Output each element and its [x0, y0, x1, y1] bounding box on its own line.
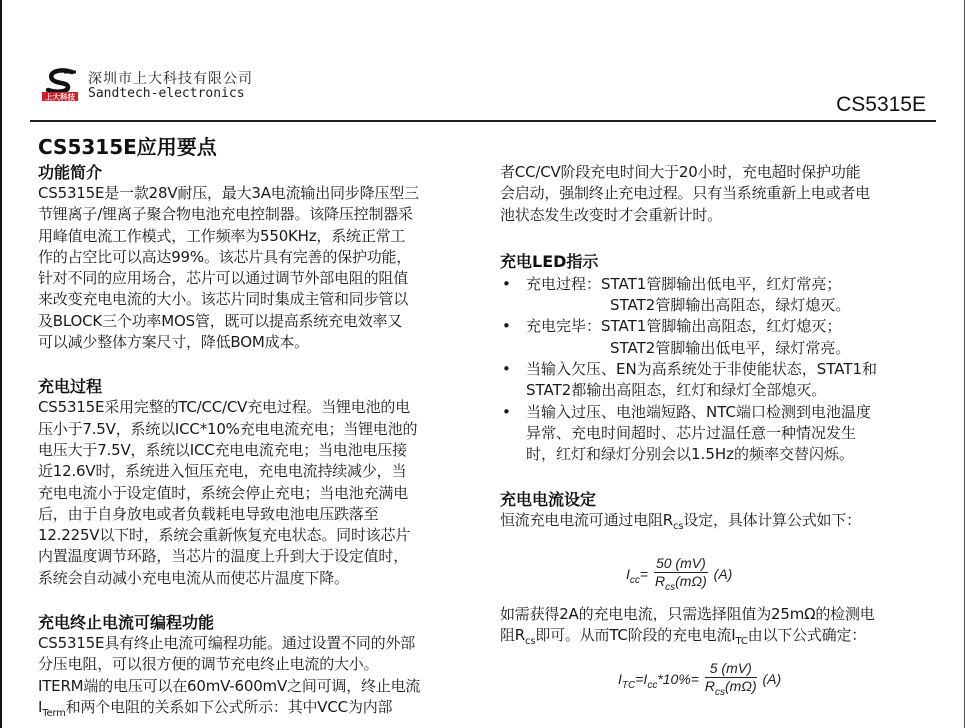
formula1-unit: (A) [713, 566, 733, 583]
intro-line: 及BLOCK三个功率MOS管，既可以提高系统充电效率又 [38, 311, 403, 330]
current-line-a: 恒流充电电流可通过电阻R [500, 510, 674, 529]
led-list-item [500, 274, 930, 317]
intro-line: CS5315E是一款28V耐压，最大3A电流输出同步降压型三 [38, 184, 419, 202]
termination-line: CS5315E具有终止电流可编程功能。通过设置不同的外部 [38, 634, 416, 653]
formula-itc [618, 660, 781, 701]
page-right-border [964, 0, 965, 728]
right-column [500, 162, 930, 537]
example-line-1: 如需获得2A的充电电流，只需选择阻值为25mΩ的检测电 [500, 605, 875, 623]
bullet-icon: • [502, 317, 511, 336]
formula2-fraction [705, 660, 757, 701]
logo-text: 上大科技 [45, 92, 75, 102]
formula2-eq: = [635, 671, 644, 688]
formula1-denominator [654, 573, 708, 596]
charge-line: 充电电流小于设定值时，系统会停止充电；当电池充满电 [38, 483, 409, 502]
continued-line: 会启动，强制终止充电过程。只有当系统重新上电或者电 [500, 184, 871, 203]
termination-paragraph [38, 633, 478, 724]
formula2-mid-sub: cc [647, 679, 658, 691]
bullet-icon: • [502, 360, 511, 379]
intro-paragraph [38, 183, 478, 353]
termination-line [38, 697, 478, 724]
left-column [38, 162, 478, 724]
formula1-lhs-sub: cc [629, 574, 640, 586]
iterm-symbol: I [38, 697, 43, 716]
formula2-denominator [705, 678, 757, 701]
charge-line: 压小于7.5V，系统以ICC*10%充电电流充电；当锂电池的 [38, 419, 418, 438]
continued-line: 池状态发生改变时才会重新计时。 [500, 205, 723, 224]
intro-line: 作的占空比可以高达99%。该芯片具有完善的保护功能， [38, 247, 412, 266]
formula2-lhs-sub: TC [621, 679, 636, 691]
charge-line: CS5315E采用完整的TC/CC/CV充电过程。当锂电池的电 [38, 398, 410, 417]
current-setting-line [500, 510, 930, 537]
formula2-lhs: I [618, 671, 622, 688]
led-list-item [500, 402, 930, 466]
section-heading-termination: 充电终止电流可编程功能 [38, 613, 215, 633]
charge-line: 系统会自动减小充电电流从而使芯片温度下降。 [38, 568, 349, 587]
led-status-list [500, 274, 930, 466]
formula1-lhs: I [626, 566, 630, 583]
example-line2-sub2: TC [735, 636, 748, 648]
example-line2-a: 阻R [500, 626, 526, 645]
intro-line: 节锂离子/锂离子聚合物电池充电控制器。该降压控制器采 [38, 205, 413, 224]
led-item-line: 当输入过压、电池端短路、NTC端口检测到电池温度 [526, 402, 871, 421]
led-item-line: 异常、充电时间超时、芯片过温任意一种情况发生 [526, 423, 857, 442]
section-heading-charge: 充电过程 [38, 377, 103, 397]
formula2-den-tail: (mΩ) [724, 678, 757, 694]
charge-line: 12.225V以下时，系统会重新恢复充电状态。同时该芯片 [38, 526, 411, 545]
formula2-den-sub: cs [714, 686, 725, 698]
formula1-numerator: 50 (mV) [655, 555, 706, 571]
current-line-b: 设定，具体计算公式如下： [683, 510, 861, 529]
led-item-line: STAT2都输出高阻态，红灯和绿灯全部熄灭。 [526, 381, 827, 400]
led-item-line: 充电过程：STAT1管脚输出低电平，红灯常亮； [526, 274, 842, 293]
sandtech-logo-icon [42, 66, 78, 102]
led-item-line: 时，红灯和绿灯分别会以1.5Hz的频率交替闪烁。 [526, 445, 855, 464]
formula1-den-tail: (mΩ) [675, 573, 707, 589]
charge-paragraph [38, 397, 478, 589]
section-heading-current: 充电电流设定 [500, 489, 597, 509]
charge-line: 后，由于自身放电或者负载耗电导致电池电压跌落至 [38, 504, 379, 523]
led-item-line: STAT2管脚输出高阻态，绿灯熄灭。 [610, 296, 851, 315]
formula1-eq: = [639, 566, 649, 583]
formula2-numerator: 5 (mV) [705, 660, 757, 678]
led-item-line: 当输入欠压、EN为高系统处于非使能状态，STAT1和 [526, 360, 878, 379]
formula1-den-r: R [654, 573, 666, 589]
bullet-icon: • [502, 274, 511, 293]
section-heading-intro: 功能简介 [38, 163, 103, 182]
led-list-item [500, 359, 930, 402]
section-heading-led: 充电LED指示 [500, 251, 599, 271]
header-rule [30, 120, 936, 122]
led-list-item [500, 316, 930, 359]
example-line2-sub: cs [525, 636, 536, 648]
document-title: CS5315E应用要点 [38, 135, 217, 159]
formula2-unit: (A) [762, 671, 782, 688]
intro-line: 可以减少整体方案尺寸，降低BOM成本。 [38, 333, 309, 352]
charge-line: 近12.6V时，系统进入恒压充电，充电电流持续减少，当 [38, 462, 407, 481]
example-line2-c: 由以下公式确定： [747, 626, 867, 645]
company-name-en: Sandtech-electronics [88, 86, 245, 101]
termination-line: ITERM端的电压可以在60mV-600mV之间可调，终止电流 [38, 676, 421, 695]
intro-line: 针对不同的应用场合，芯片可以通过调节外部电阻的阻值 [38, 269, 409, 288]
continued-line: 者CC/CV阶段充电时间大于20小时，充电超时保护功能 [500, 163, 861, 181]
company-name-cn: 深圳市上大科技有限公司 [88, 71, 253, 87]
part-number: CS5315E [836, 93, 926, 116]
formula2-mid: I [643, 671, 648, 688]
charge-line: 内置温度调节环路，当芯片的温度上升到大于设定值时， [38, 547, 409, 566]
bullet-icon: • [502, 402, 511, 421]
intro-line: 来改变充电电流的大小。该芯片同时集成主管和同步管以 [38, 290, 409, 309]
termination-line: 分压电阻，可以很方便的调节充电终止电流的大小。 [38, 655, 379, 674]
formula2-mid-tail: *10%= [657, 671, 699, 688]
formula-icc [626, 555, 732, 596]
example-paragraph [500, 604, 930, 653]
continued-paragraph [500, 162, 930, 226]
formula1-den-sub: cs [665, 581, 676, 593]
example-line2-b: 即可。从而TC阶段的充电电流I [535, 626, 736, 645]
intro-line: 用峰值电流工作模式，工作频率为550KHz，系统正常工 [38, 226, 406, 245]
current-line-sub: cs [673, 520, 684, 532]
charge-line: 电压大于7.5V，系统以ICC充电电流充电；当电池电压接 [38, 440, 407, 459]
iterm-subscript: Term [42, 707, 66, 719]
formula1-fraction [654, 555, 708, 596]
led-item-line: 充电完毕：STAT1管脚输出高阻态，红灯熄灭； [526, 317, 842, 336]
formula2-den-r: R [704, 678, 715, 694]
termination-last-text: 和两个电阻的关系如下公式所示：其中VCC为内部 [65, 697, 393, 716]
example-line-2 [500, 625, 930, 652]
led-item-line: STAT2管脚输出低电平，绿灯常亮。 [610, 338, 851, 357]
page-left-border [0, 0, 2, 728]
